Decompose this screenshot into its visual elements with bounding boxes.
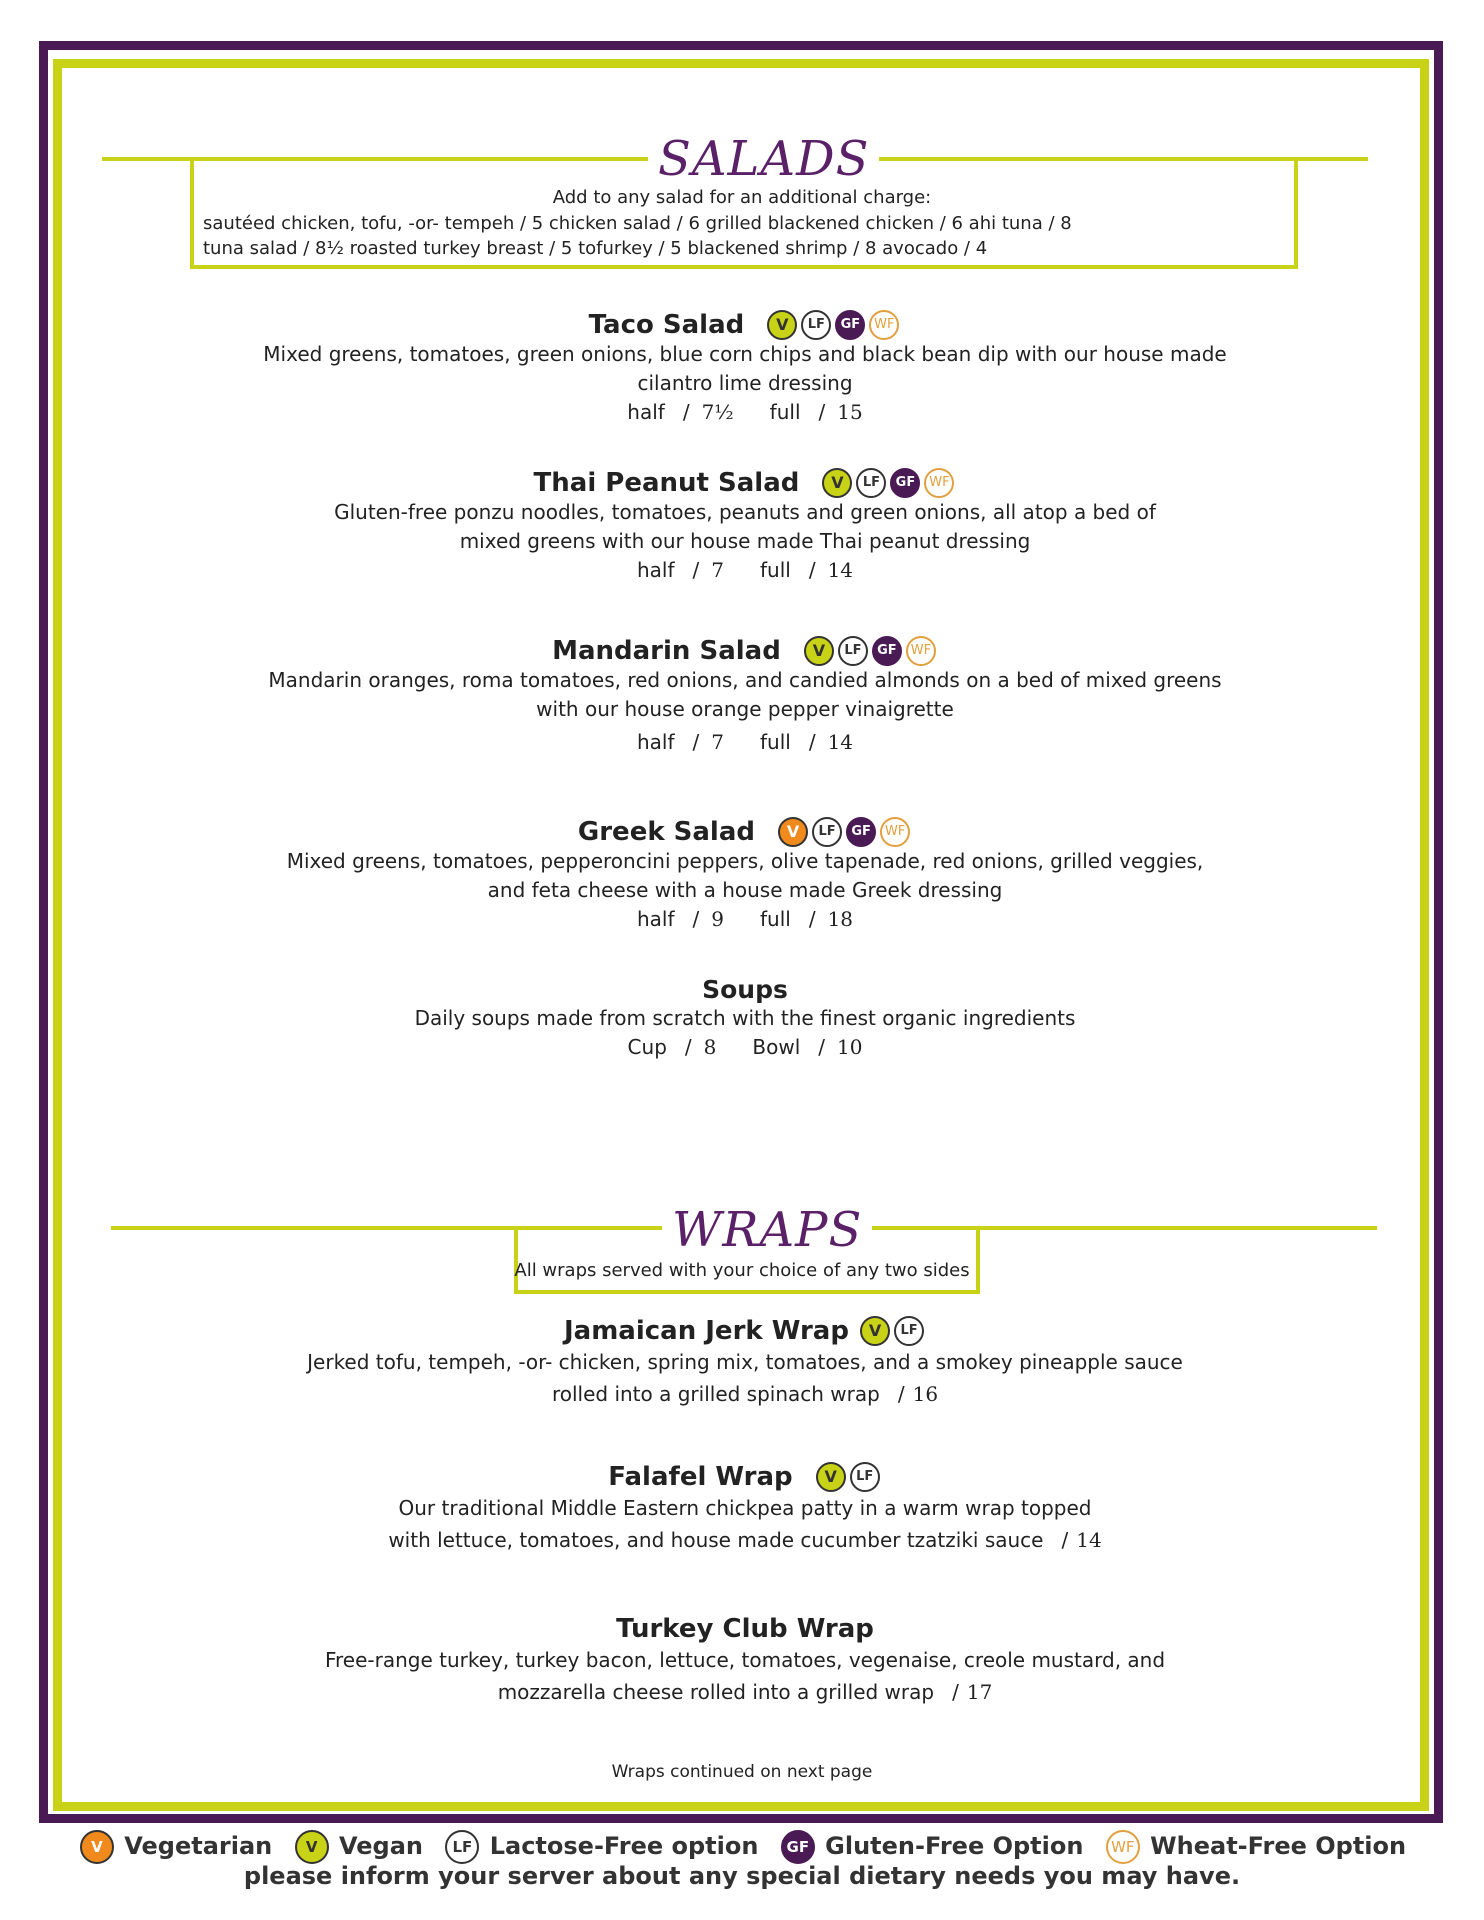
item-description-2: mozzarella cheese rolled into a grilled wrap / 17 — [497, 1680, 993, 1704]
item-description: Daily soups made from scratch with the finest organic ingredients — [414, 1006, 1076, 1030]
dietary-note: please inform your server about any special dietary needs you may have. — [243, 1862, 1241, 1890]
dietary-badges — [776, 817, 912, 847]
vegan-icon: V — [804, 636, 834, 666]
item-description-2: rolled into a grilled spinach wrap / 16 — [551, 1382, 939, 1406]
wheat-free-icon: WF — [906, 636, 936, 666]
menu-item-turkey-club-wrap — [200, 1614, 1290, 1708]
gluten-free-icon: GF — [846, 817, 876, 847]
item-name: Jamaican Jerk Wrap — [563, 1316, 849, 1346]
vegetarian-icon: V — [778, 817, 808, 847]
item-description-2: with lettuce, tomatoes, and house made cucumber tzatziki sauce / 14 — [388, 1528, 1102, 1552]
item-description-2: mixed greens with our house made Thai peanut dressing — [459, 529, 1031, 553]
addon-line-1: sautéed chicken, tofu, -or- tempeh / 5 chicken salad / 6 grilled blackened chicken / 6 ahi tuna / 8 — [203, 213, 1072, 234]
item-description-2: cilantro lime dressing — [637, 371, 853, 395]
item-name: Mandarin Salad — [552, 636, 781, 666]
dietary-badges — [820, 468, 956, 498]
menu-item-jamaican-jerk-wrap — [200, 1316, 1290, 1410]
lactose-free-icon: LF — [856, 468, 886, 498]
gluten-free-icon: GF — [781, 1830, 815, 1864]
gluten-free-icon: GF — [872, 636, 902, 666]
menu-item-taco-salad — [200, 310, 1290, 427]
gluten-free-icon: GF — [835, 310, 865, 340]
vegetarian-icon: V — [80, 1830, 114, 1864]
menu-item-falafel-wrap — [200, 1462, 1290, 1556]
dietary-badges — [814, 1462, 882, 1492]
item-name: Falafel Wrap — [608, 1462, 793, 1492]
legend-vegetarian: Vegetarian — [124, 1832, 273, 1860]
item-description: Free-range turkey, turkey bacon, lettuce, tomatoes, vegenaise, creole mustard, and — [324, 1648, 1166, 1672]
dietary-badges — [802, 636, 938, 666]
menu-item-soups — [200, 975, 1290, 1062]
lactose-free-icon: LF — [850, 1462, 880, 1492]
item-name: Soups — [702, 975, 788, 1004]
wheat-free-icon: WF — [880, 817, 910, 847]
vegan-icon: V — [767, 310, 797, 340]
lactose-free-icon: LF — [838, 636, 868, 666]
legend-lactose-free: Lactose-Free option — [489, 1832, 759, 1860]
lactose-free-icon: LF — [812, 817, 842, 847]
item-description: Mandarin oranges, roma tomatoes, red onions, and candied almonds on a bed of mixed greens — [268, 668, 1222, 692]
lactose-free-icon: LF — [801, 310, 831, 340]
item-price: half / 7 full / 14 — [636, 558, 854, 582]
item-price: half / 9 full / 18 — [636, 907, 854, 931]
item-description-2: and feta cheese with a house made Greek dressing — [487, 878, 1003, 902]
wheat-free-icon: WF — [924, 468, 954, 498]
salads-title: SALADS — [648, 135, 879, 183]
addon-header: Add to any salad for an additional charge: — [552, 187, 932, 208]
item-price: Cup / 8 Bowl / 10 — [627, 1035, 863, 1059]
item-name: Turkey Club Wrap — [616, 1614, 874, 1644]
item-description: Mixed greens, tomatoes, green onions, blue corn chips and black bean dip with our house made — [263, 342, 1227, 366]
continued-note: Wraps continued on next page — [611, 1762, 873, 1782]
vegan-icon: V — [822, 468, 852, 498]
wraps-subtitle: All wraps served with your choice of any two sides — [514, 1260, 970, 1281]
wheat-free-icon: WF — [1106, 1830, 1140, 1864]
item-price: half / 7 full / 14 — [636, 730, 854, 754]
dietary-badges — [765, 310, 901, 340]
vegan-icon: V — [295, 1830, 329, 1864]
menu-item-mandarin-salad — [200, 636, 1290, 757]
item-description: Gluten-free ponzu noodles, tomatoes, peanuts and green onions, all atop a bed of — [334, 500, 1156, 524]
gluten-free-icon: GF — [890, 468, 920, 498]
dietary-legend — [0, 1830, 1484, 1864]
item-description: Jerked tofu, tempeh, -or- chicken, spring mix, tomatoes, and a smokey pineapple sauce — [307, 1350, 1183, 1374]
item-price: half / 7½ full / 15 — [627, 400, 863, 424]
vegan-icon: V — [816, 1462, 846, 1492]
wheat-free-icon: WF — [869, 310, 899, 340]
menu-item-thai-peanut-salad — [200, 468, 1290, 585]
legend-gluten-free: Gluten-Free Option — [825, 1832, 1084, 1860]
item-description-2: with our house orange pepper vinaigrette — [536, 697, 954, 721]
lactose-free-icon: LF — [894, 1316, 924, 1346]
dietary-badges — [858, 1316, 926, 1346]
vegan-icon: V — [860, 1316, 890, 1346]
wraps-title: WRAPS — [662, 1206, 872, 1254]
legend-wheat-free: Wheat-Free Option — [1150, 1832, 1407, 1860]
menu-item-greek-salad — [200, 817, 1290, 934]
legend-vegan: Vegan — [338, 1832, 423, 1860]
item-description: Our traditional Middle Eastern chickpea patty in a warm wrap topped — [398, 1496, 1092, 1520]
lactose-free-icon: LF — [445, 1830, 479, 1864]
addon-line-2: tuna salad / 8½ roasted turkey breast / 5 tofurkey / 5 blackened shrimp / 8 avocado / 4 — [203, 238, 988, 259]
item-description: Mixed greens, tomatoes, pepperoncini peppers, olive tapenade, red onions, grilled veggies, — [286, 849, 1204, 873]
item-name: Greek Salad — [577, 817, 756, 847]
item-name: Taco Salad — [588, 310, 745, 340]
item-name: Thai Peanut Salad — [533, 468, 800, 498]
